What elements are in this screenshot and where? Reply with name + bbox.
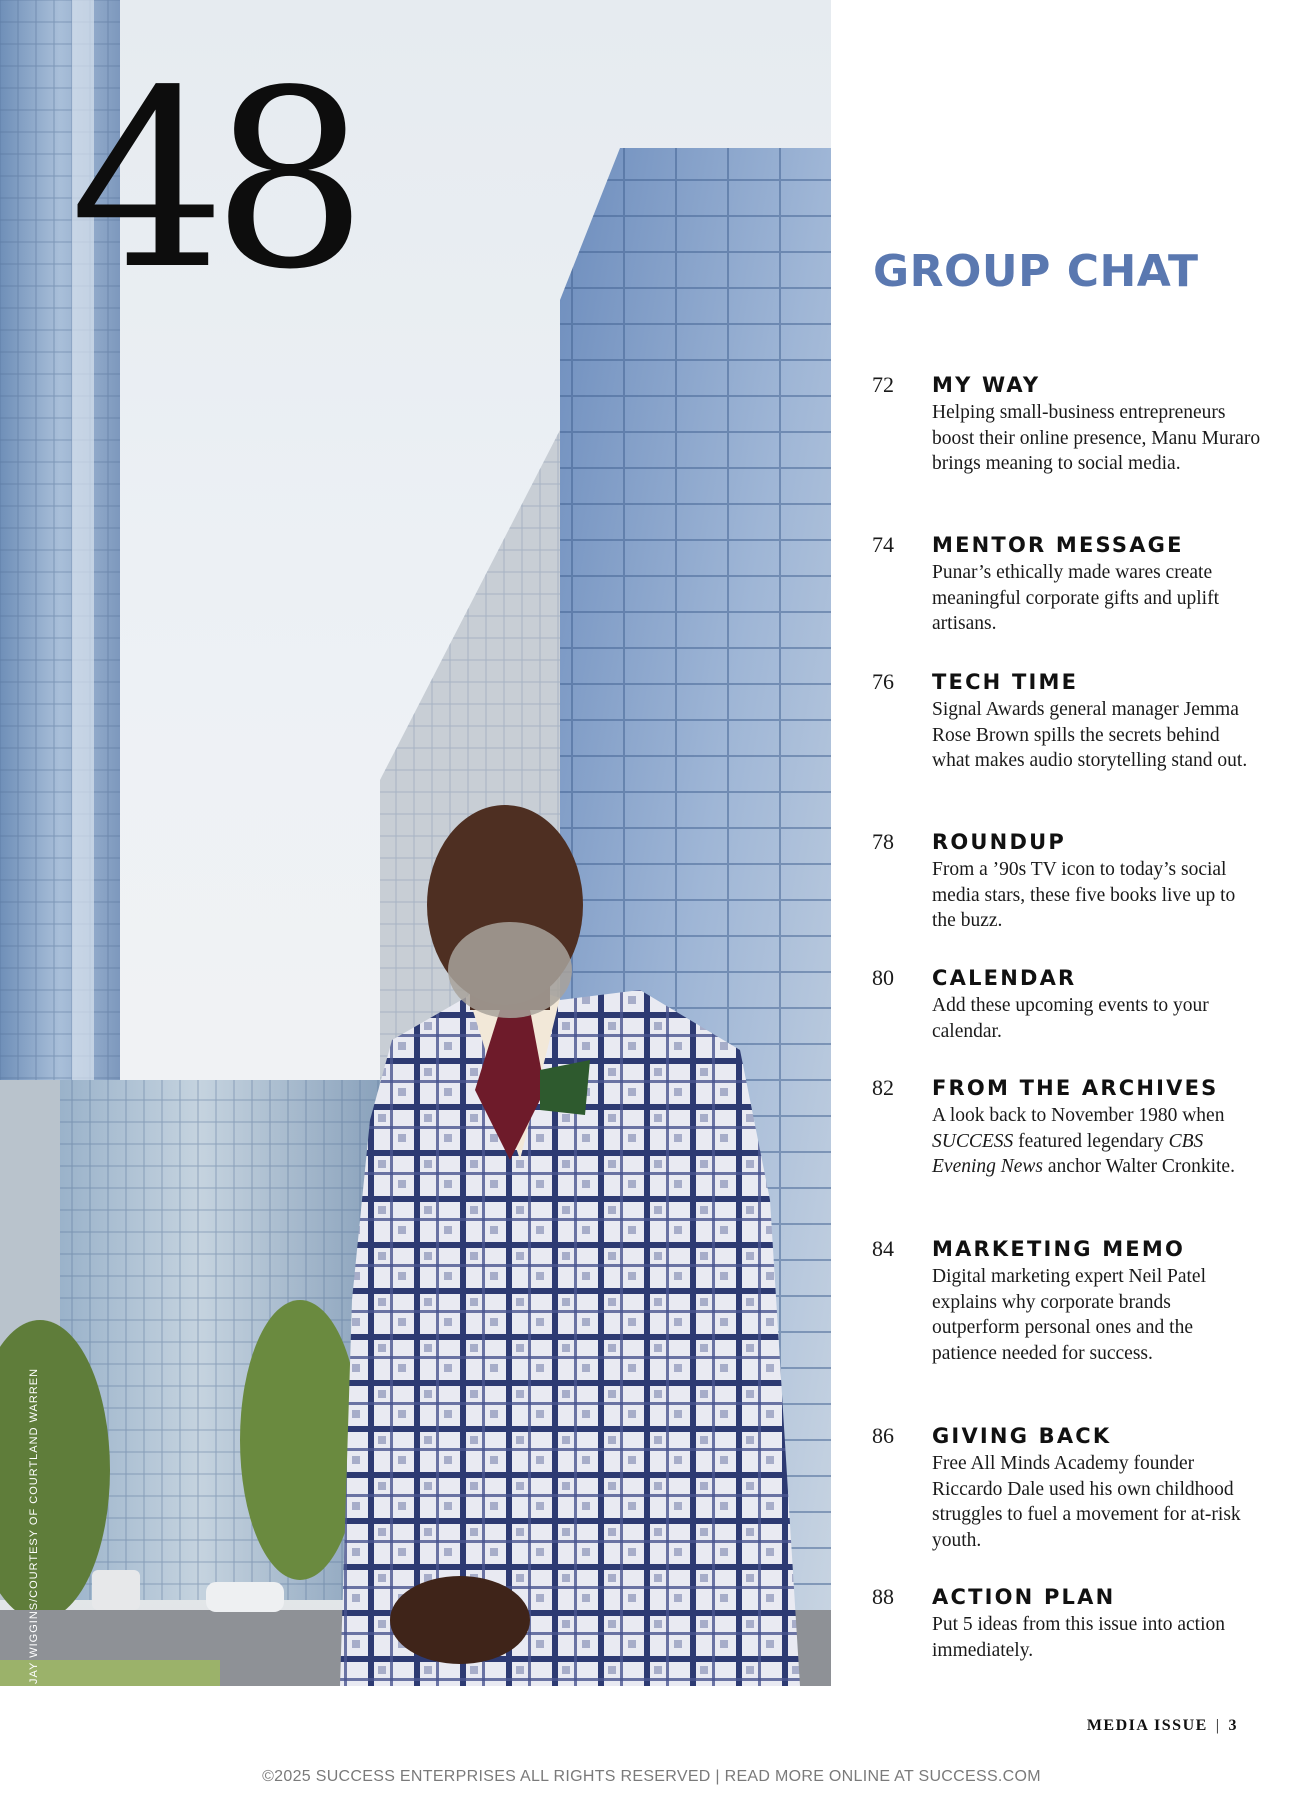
toc-item-roundup[interactable] bbox=[872, 829, 1292, 965]
toc-description: Put 5 ideas from this issue into action immediately. bbox=[932, 1614, 1226, 1661]
toc-heading: FROM THE ARCHIVES bbox=[932, 1076, 1219, 1100]
toc-page-number: 82 bbox=[872, 1075, 894, 1100]
copyright-footer: ©2025 SUCCESS ENTERPRISES ALL RIGHTS RESERVED | READ MORE ONLINE AT SUCCESS.COM bbox=[262, 1768, 1041, 1785]
toc-page-number: 76 bbox=[872, 669, 894, 694]
section-title: GROUP CHAT bbox=[873, 246, 1199, 297]
toc-description: Digital marketing expert Neil Patel explains why corporate brands outperform personal ones and the patience needed for success. bbox=[932, 1266, 1206, 1364]
toc-item-action-plan[interactable] bbox=[872, 1584, 1292, 1664]
toc-heading: GIVING BACK bbox=[932, 1424, 1112, 1448]
toc-page-number: 88 bbox=[872, 1584, 894, 1609]
toc-heading: MARKETING MEMO bbox=[932, 1237, 1185, 1261]
issue-name: MEDIA ISSUE bbox=[1086, 1717, 1208, 1734]
feature-page-number: 48 bbox=[70, 38, 354, 323]
toc-description: Helping small-business entrepreneurs boost their online presence, Manu Muraro brings meaning to social media. bbox=[932, 402, 1261, 474]
toc-item-my-way[interactable] bbox=[872, 372, 1292, 532]
toc-description: Signal Awards general manager Jemma Rose Brown spills the secrets behind what makes audio storytelling stand out. bbox=[932, 699, 1248, 771]
toc-heading: CALENDAR bbox=[932, 966, 1077, 990]
table-of-contents bbox=[872, 372, 1292, 1664]
toc-description: Punar’s ethically made wares create meaningful corporate gifts and uplift artisans. bbox=[932, 562, 1219, 634]
toc-description: Free All Minds Academy founder Riccardo Dale used his own childhood struggles to fuel a movement for at-risk youth. bbox=[932, 1453, 1241, 1551]
toc-heading: ROUNDUP bbox=[932, 830, 1066, 854]
photo-credit: JAY WIGGINS/COURTESY OF COURTLAND WARREN bbox=[28, 1367, 40, 1684]
toc-item-mentor-message[interactable] bbox=[872, 532, 1292, 669]
toc-description: Add these upcoming events to your calendar. bbox=[932, 995, 1209, 1042]
toc-page-number: 80 bbox=[872, 965, 894, 990]
toc-item-giving-back[interactable] bbox=[872, 1423, 1292, 1584]
toc-heading: MENTOR MESSAGE bbox=[932, 533, 1184, 557]
folio-page-number: 3 bbox=[1228, 1717, 1238, 1734]
toc-page-number: 74 bbox=[872, 532, 894, 557]
folio-separator: | bbox=[1215, 1717, 1221, 1734]
toc-page-number: 72 bbox=[872, 372, 894, 397]
toc-item-calendar[interactable] bbox=[872, 965, 1292, 1075]
toc-page-number: 78 bbox=[872, 829, 894, 854]
toc-heading: TECH TIME bbox=[932, 670, 1079, 694]
toc-description: A look back to November 1980 when SUCCESS featured legendary CBS Evening News anchor Walter Cronkite. bbox=[932, 1105, 1235, 1177]
toc-description: From a ’90s TV icon to today’s social media stars, these five books live up to the buzz. bbox=[932, 859, 1236, 931]
toc-item-from-the-archives[interactable] bbox=[872, 1075, 1292, 1236]
toc-item-marketing-memo[interactable] bbox=[872, 1236, 1292, 1423]
toc-item-tech-time[interactable] bbox=[872, 669, 1292, 829]
toc-page-number: 86 bbox=[872, 1423, 894, 1448]
folio bbox=[1087, 1717, 1238, 1735]
toc-heading: MY WAY bbox=[932, 373, 1041, 397]
toc-heading: ACTION PLAN bbox=[932, 1585, 1116, 1609]
toc-page-number: 84 bbox=[872, 1236, 894, 1261]
